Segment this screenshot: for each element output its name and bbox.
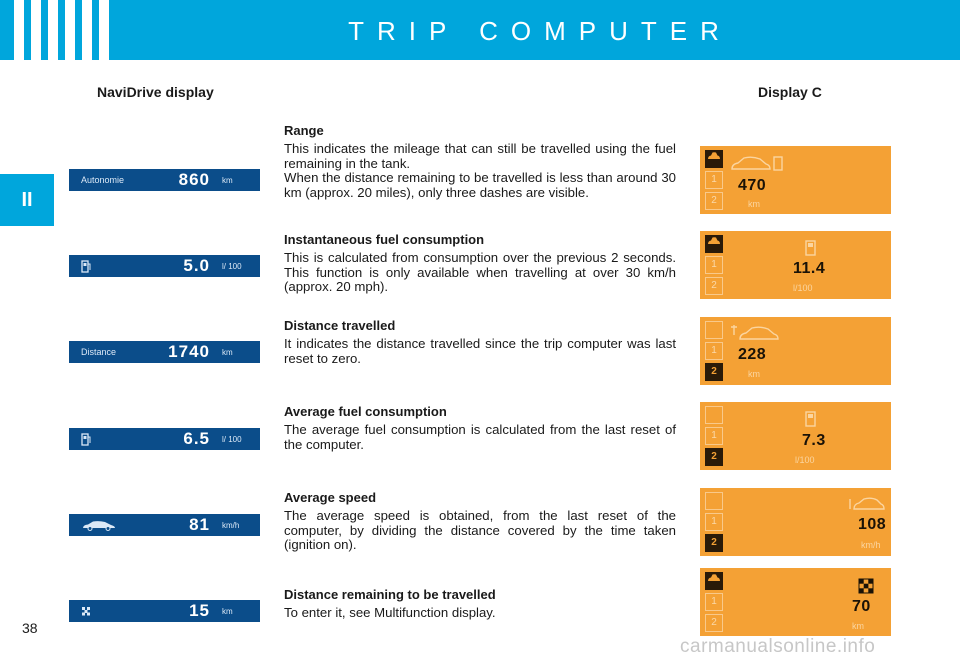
header-stripe (65, 0, 75, 60)
header-stripe (82, 0, 92, 60)
fuel-pump-icon (804, 410, 818, 428)
navidrive-average-consumption-display (69, 428, 260, 450)
lcd-value: 15 (189, 601, 210, 620)
watermark: carmanualsonline.info (680, 636, 876, 657)
display-c-value: 470 (738, 177, 767, 194)
display-c-unit: km (852, 621, 864, 631)
display-c-unit: km/h (861, 540, 881, 550)
selector-cell (705, 492, 723, 510)
car-distance-icon (730, 323, 782, 343)
selector-cell (705, 572, 723, 590)
display-c-selector-column (705, 321, 723, 384)
display-c-average-consumption-panel (700, 402, 891, 470)
selector-cell: 1 (705, 593, 723, 611)
selector-cell (705, 150, 723, 168)
section-title: Instantaneous fuel consumption (284, 232, 485, 247)
section-title: Distance travelled (284, 318, 396, 333)
lcd-label: Distance (81, 347, 117, 357)
display-c-selector-column (705, 235, 723, 298)
navidrive-range-display (69, 169, 260, 191)
display-c-unit: l/100 (793, 283, 813, 293)
section-title: Average speed (284, 490, 377, 505)
selector-cell: 1 (705, 256, 723, 274)
range-section (284, 123, 676, 200)
selector-cell: 1 (705, 342, 723, 360)
header-stripe (31, 0, 41, 60)
lcd-unit: l/ 100 (222, 434, 242, 444)
page-number: 38 (22, 620, 38, 636)
selector-cell: 1 (705, 513, 723, 531)
display-c-selector-column (705, 406, 723, 469)
header-stripe (14, 0, 24, 60)
section-title: Average fuel consumption (284, 404, 447, 419)
lcd-unit: km/h (222, 520, 240, 530)
navidrive-average-speed-display (69, 514, 260, 536)
page-header (0, 0, 960, 60)
car-icon (81, 520, 117, 531)
display-c-unit: l/100 (795, 455, 815, 465)
fuel-pump-icon (81, 258, 91, 274)
flag-icon (858, 578, 874, 594)
selector-cell: 2 (705, 363, 723, 381)
display-c-distance-panel (700, 317, 891, 385)
selector-cell: 2 (705, 192, 723, 210)
selector-cell: 1 (705, 427, 723, 445)
display-c-unit: km (748, 199, 760, 209)
display-c-selector-column (705, 492, 723, 555)
lcd-unit: l/ 100 (222, 261, 242, 271)
display-c-value: 108 (858, 516, 887, 533)
lcd-value: 6.5 (183, 429, 210, 448)
display-c-column-heading: Display C (758, 84, 822, 100)
display-c-range-panel (700, 146, 891, 214)
lcd-unit: km (222, 606, 233, 616)
car-speed-icon (848, 495, 886, 513)
selector-cell: 1 (705, 171, 723, 189)
section-body: The average fuel consumption is calculated from the last reset of the computer. (284, 422, 676, 452)
lcd-value: 5.0 (183, 256, 210, 275)
car-icon (707, 236, 721, 246)
average-speed-section (284, 490, 676, 553)
chapter-tab: II (0, 174, 54, 226)
selector-cell: 2 (705, 277, 723, 295)
display-c-value: 70 (852, 598, 871, 615)
section-body: The average speed is obtained, from the last reset of the computer, by dividing the distance covered by the time taken (ignition on). (284, 508, 676, 552)
distance-remaining-section (284, 587, 676, 621)
distance-travelled-section (284, 318, 676, 366)
selector-cell: 2 (705, 614, 723, 632)
car-icon (707, 573, 721, 583)
navidrive-column-heading: NaviDrive display (97, 84, 214, 100)
fuel-pump-icon (81, 431, 91, 447)
lcd-value: 81 (189, 515, 210, 534)
section-body: To enter it, see Multifunction display. (284, 605, 496, 620)
display-c-average-speed-panel (700, 488, 891, 556)
display-c-instant-consumption-panel (700, 231, 891, 299)
header-stripe (99, 0, 109, 60)
display-c-selector-column (705, 150, 723, 213)
lcd-label: Autonomie (81, 175, 125, 185)
display-c-value: 11.4 (793, 260, 826, 277)
navidrive-remaining-distance-display (69, 600, 260, 622)
display-c-value: 228 (738, 346, 767, 363)
instant-consumption-section (284, 232, 676, 295)
selector-cell: 2 (705, 534, 723, 552)
display-c-unit: km (748, 369, 760, 379)
section-body: This indicates the mileage that can still be travelled using the fuel remaining in the tank. When the distance remaining to be travelled is less than around 30 km (approx. 20 miles), only three dashes are visible. (284, 141, 676, 200)
display-c-selector-column (705, 572, 723, 635)
section-title: Distance remaining to be travelled (284, 587, 496, 602)
display-c-value: 7.3 (802, 432, 826, 449)
fuel-pump-icon (804, 239, 818, 257)
selector-cell (705, 321, 723, 339)
page-title: TRIP COMPUTER (348, 16, 732, 46)
navidrive-distance-display (69, 341, 260, 363)
header-stripe (48, 0, 58, 60)
lcd-unit: km (222, 347, 233, 357)
display-c-remaining-distance-panel (700, 568, 891, 636)
lcd-value: 1740 (168, 342, 210, 361)
section-body: It indicates the distance travelled since the trip computer was last reset to zero. (284, 336, 676, 366)
lcd-value: 860 (178, 170, 210, 189)
selector-cell (705, 235, 723, 253)
section-body: This is calculated from consumption over the previous 2 seconds. This function is only available when travelling at over 30 km/h (approx. 20 mph). (284, 250, 676, 294)
car-icon (707, 151, 721, 161)
section-title: Range (284, 123, 324, 138)
average-consumption-section (284, 404, 676, 452)
car-fuel-icon (730, 154, 786, 174)
lcd-unit: km (222, 175, 233, 185)
flag-icon (81, 606, 91, 616)
selector-cell (705, 406, 723, 424)
navidrive-instant-consumption-display (69, 255, 260, 277)
selector-cell: 2 (705, 448, 723, 466)
